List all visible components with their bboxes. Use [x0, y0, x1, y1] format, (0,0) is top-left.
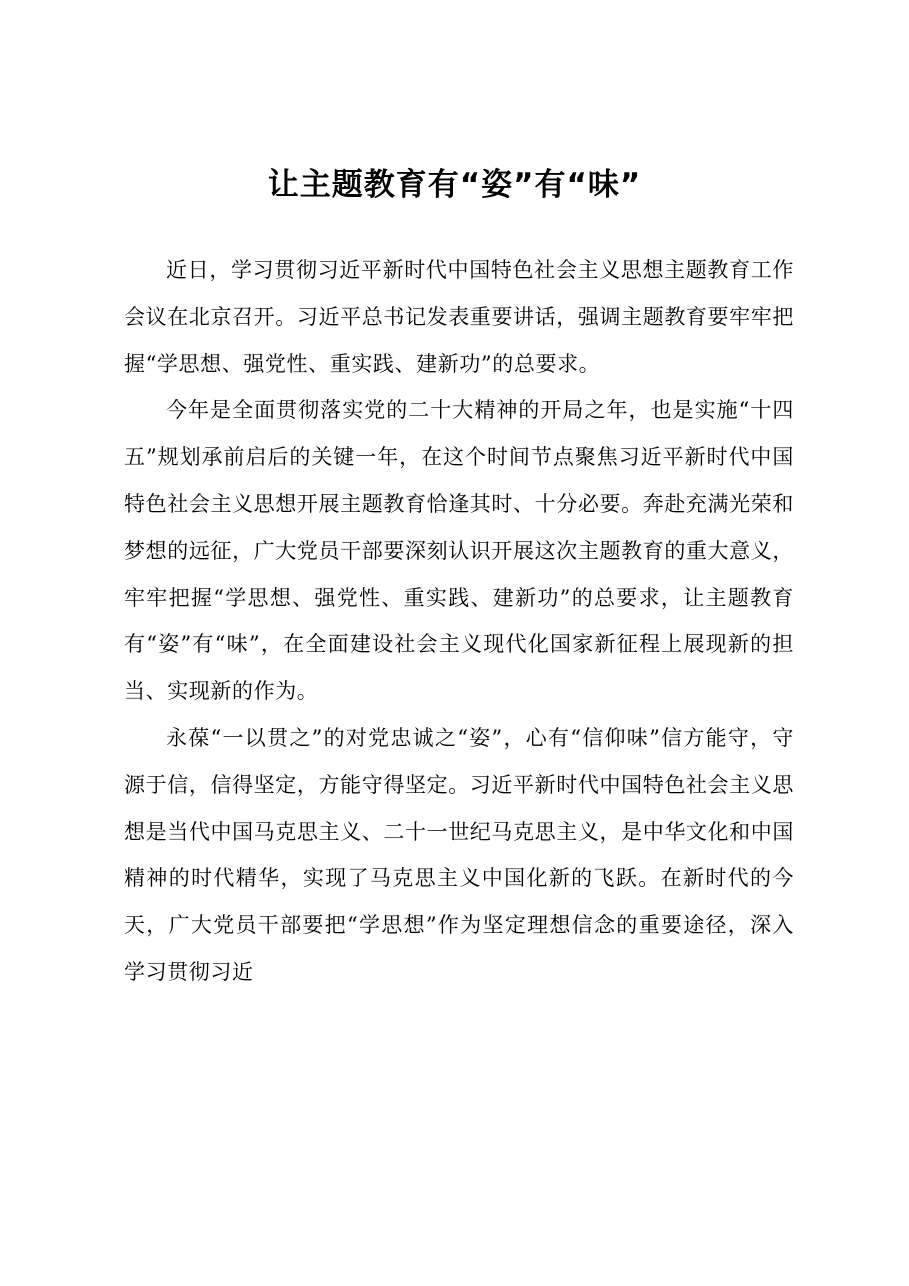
paragraph-2: 今年是全面贯彻落实党的二十大精神的开局之年，也是实施“十四五”规划承前启后的关键一年，在这个时间节点聚焦习近平新时代中国特色社会主义思想开展主题教育恰逢其时、十分必要。奔赴充满光荣和梦想的远征，广大党员干部要深刻认识开展这次主题教育的重大意义，牢牢把握“学思想、强党性、重实践、建新功”的总要求，让主题教育有“姿”有“味”，在全面建设社会主义现代化国家新征程上展现新的担当、实现新的作为。	[124, 398, 794, 704]
document-body	[124, 247, 794, 996]
document-title: 让主题教育有“姿”有“味”	[267, 167, 642, 203]
paragraph-3: 永葆“一以贯之”的对党忠诚之“姿”，心有“信仰味”信方能守，守源于信，信得坚定，方能守得坚定。习近平新时代中国特色社会主义思想是当代中国马克思主义、二十一世纪马克思主义，是中华文化和中国精神的时代精华，实现了马克思主义中国化新的飞跃。在新时代的今天，广大党员干部要把“学思想”作为坚定理想信念的重要途径，深入学习贯彻习近	[124, 725, 794, 984]
paragraph-1: 近日，学习贯彻习近平新时代中国特色社会主义思想主题教育工作会议在北京召开。习近平总书记发表重要讲话，强调主题教育要牢牢把握“学思想、强党性、重实践、建新功”的总要求。	[124, 258, 794, 376]
